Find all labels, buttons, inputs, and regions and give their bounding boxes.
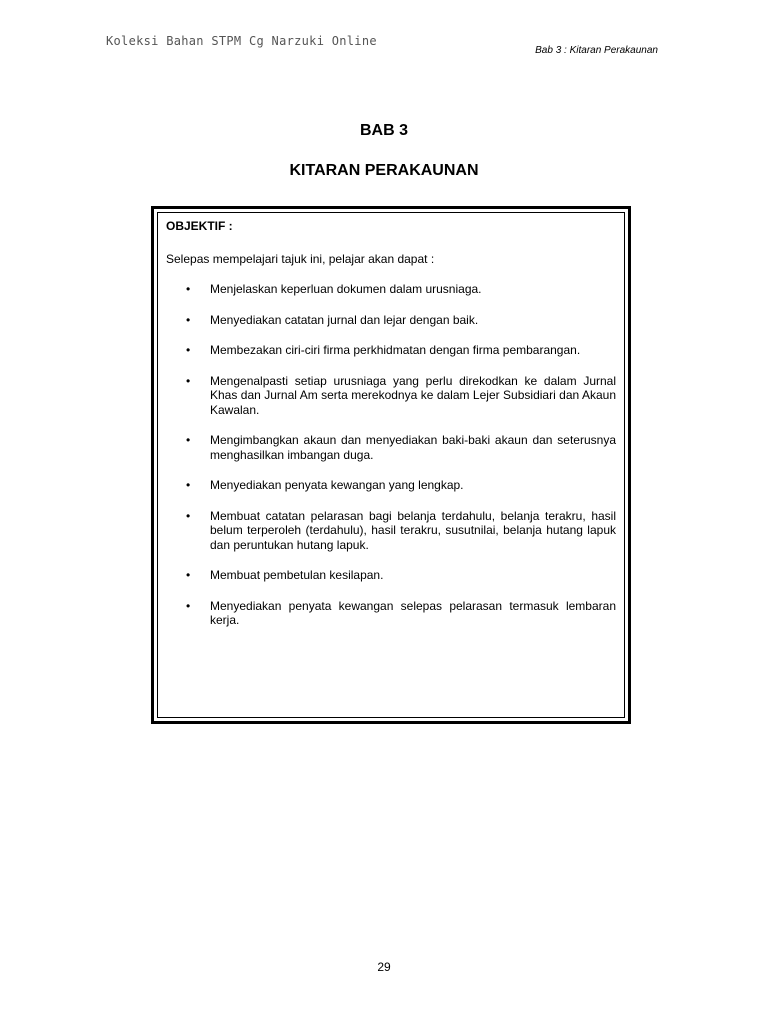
objectives-box	[151, 206, 631, 724]
objective-item	[166, 433, 616, 462]
bullet-icon: •	[186, 373, 191, 388]
objective-text: Menyediakan penyata kewangan selepas pelarasan termasuk lembaran kerja.	[210, 598, 616, 627]
objective-item	[166, 343, 616, 358]
objective-item	[166, 313, 616, 328]
running-head: Bab 3 : Kitaran Perakaunan	[535, 45, 658, 56]
objective-text: Membuat pembetulan kesilapan.	[210, 568, 384, 582]
bullet-icon: •	[186, 343, 191, 357]
objective-item	[166, 509, 616, 553]
page-number: 29	[377, 960, 391, 974]
objective-text: Menyediakan penyata kewangan yang lengkap.	[210, 478, 464, 492]
objectives-box-inner	[157, 212, 625, 718]
objective-text: Mengimbangkan akaun dan menyediakan baki-baki akaun dan seterusnya menghasilkan imbangan duga.	[210, 433, 616, 462]
bullet-icon: •	[186, 312, 191, 327]
bullet-icon: •	[186, 433, 191, 447]
objective-text: Menjelaskan keperluan dokumen dalam urusniaga.	[210, 282, 482, 296]
objective-item	[166, 282, 616, 297]
bullet-icon: •	[186, 508, 191, 523]
objective-text: Membezakan ciri-ciri firma perkhidmatan dengan firma pembarangan.	[210, 343, 581, 357]
objectives-intro: Selepas mempelajari tajuk ini, pelajar akan dapat :	[166, 251, 435, 266]
bullet-icon: •	[186, 598, 191, 613]
objective-item	[166, 374, 616, 418]
objective-item	[166, 599, 616, 628]
objectives-list	[166, 282, 616, 628]
objectives-heading: OBJEKTIF :	[166, 219, 233, 233]
bullet-icon: •	[186, 282, 191, 296]
objective-item	[166, 478, 616, 493]
chapter-number: BAB 3	[359, 122, 408, 139]
objective-text: Mengenalpasti setiap urusniaga yang perlu direkodkan ke dalam Jurnal Khas dan Jurnal Am serta merekodnya ke dalam Lejer Subsidiari dan Akaun Kawalan.	[210, 373, 616, 417]
objective-item	[166, 568, 616, 583]
collection-watermark: Koleksi Bahan STPM Cg Narzuki Online	[106, 34, 377, 48]
bullet-icon: •	[186, 478, 191, 492]
objective-text: Menyediakan catatan jurnal dan lejar dengan baik.	[210, 312, 479, 327]
bullet-icon: •	[186, 568, 191, 582]
objective-text: Membuat catatan pelarasan bagi belanja terdahulu, belanja terakru, hasil belum terperoleh (terdahulu), hasil terakru, susutnilai, belanja hutang lapuk dan peruntukan hutang lapuk.	[210, 508, 616, 552]
chapter-title: KITARAN PERAKAUNAN	[289, 162, 479, 179]
